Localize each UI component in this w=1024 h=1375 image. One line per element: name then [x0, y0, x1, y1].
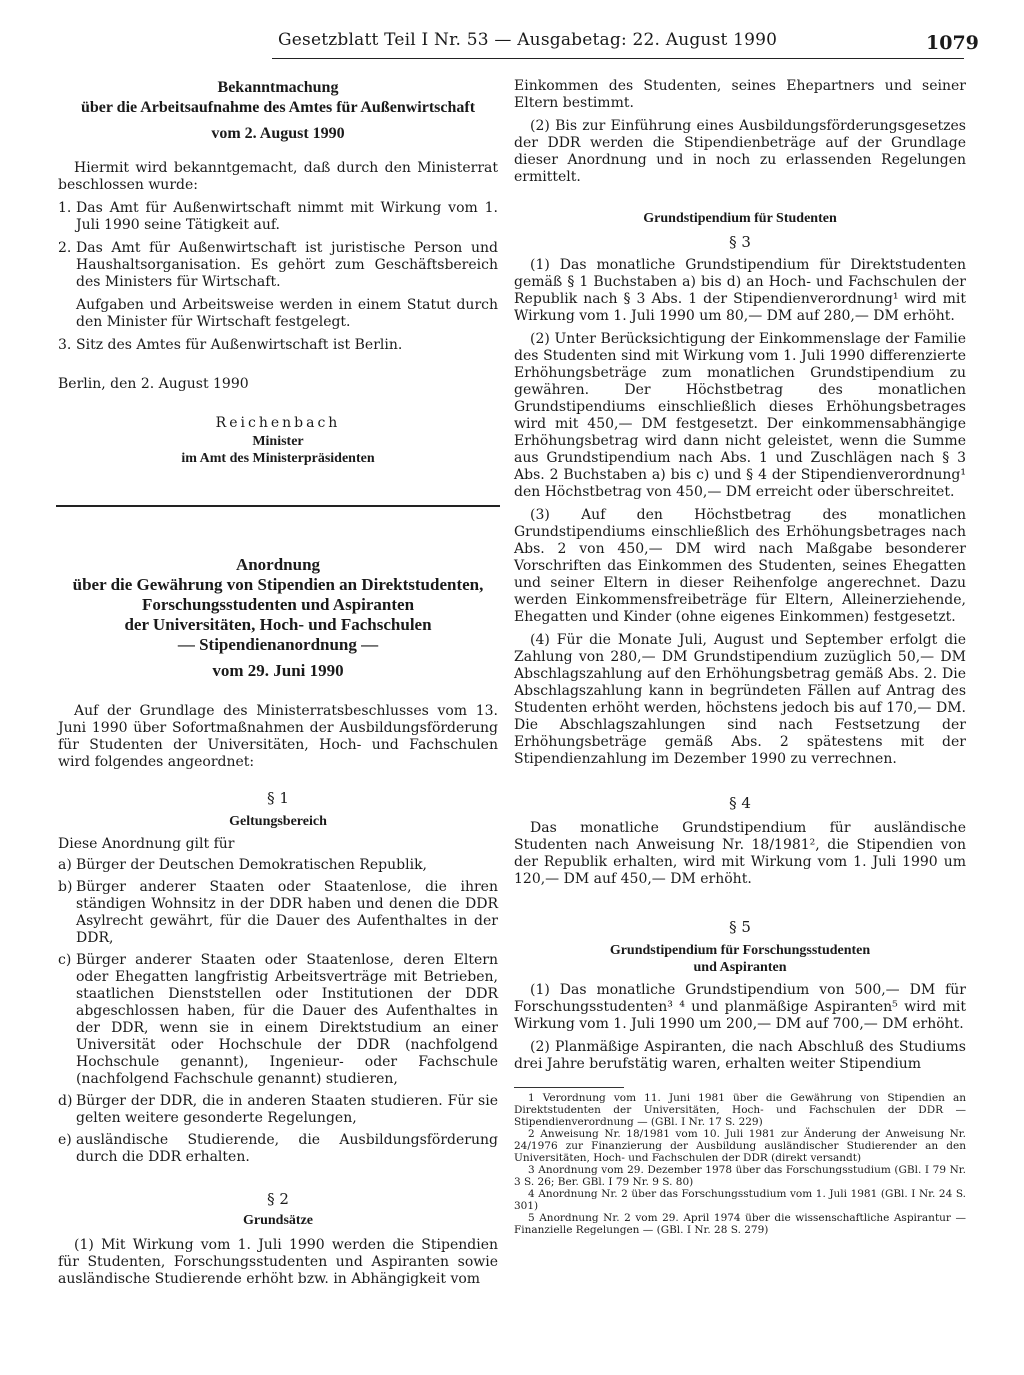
signer-title: Minister — [252, 434, 304, 449]
list-item: e) ausländische Studierende, die Ausbildungsförderung durch die DDR erhalten. — [58, 1132, 498, 1165]
anordnung-short-title: — Stipendienanordnung — — [177, 635, 379, 654]
section-1-intro: Diese Anordnung gilt für — [58, 836, 235, 852]
bekanntmachung-date: vom 2. August 1990 — [211, 125, 345, 142]
footnotes — [514, 1092, 966, 1236]
section-1-list — [58, 857, 498, 1166]
section-3-para-2: (2) Unter Berücksichtigung der Einkommenslage der Familie des Studenten sind mit Wirkung vom 1. Juli 1990 differenzierte Erhöhungsbeträge zum monatlichen Grundstipendium zu gewähren. Der Höchstbetrag des monatlichen Grundstipendiums einschließlich dieses Erhöhungsbetrages wird mit 450,— DM festgesetzt. Der einkommensabhängige Erhöhungsbetrag wird dann nicht geleistet, wenn die Summe aus Grundstipendium nach Abs. 1 und Zuschlägen nach § 3 Abs. 2 Buchstaben a) bis c) und § 4 der Stipendienverordnung¹ den Höchstbetrag von 450,— DM erreicht oder überschreitet. — [514, 331, 966, 500]
section-3-number: § 3 — [729, 233, 751, 251]
list-item: d) Bürger der DDR, die in anderen Staaten studieren. Für sie gelten weitere gesonderte Regelungen, — [58, 1093, 498, 1126]
footnote: 2 Anweisung Nr. 18/1981 vom 10. Juli 1981 zur Änderung der Anweisung Nr. 24/1976 zur Finanzierung der Ausbildung ausländischer Studierender an den Universitäten, Hoch- und Fachschulen der DDR (direkt versandt) — [514, 1128, 966, 1164]
list-item: a) Bürger der Deutschen Demokratischen Republik, — [58, 857, 428, 873]
anordnung-subtitle-3: der Universitäten, Hoch- und Fachschulen — [124, 615, 432, 634]
list-item: Aufgaben und Arbeitsweise werden in einem Statut durch den Minister für Wirtschaft festgelegt. — [76, 297, 498, 330]
section-2-para-1: (1) Mit Wirkung vom 1. Juli 1990 werden die Stipendien für Studenten, Forschungsstudenten und Aspiranten sowie ausländische Studierende erhöht bzw. in Abhängigkeit vom — [58, 1237, 498, 1287]
section-5-heading-2: und Aspiranten — [693, 960, 787, 975]
section-5-para-2: (2) Planmäßige Aspiranten, die nach Abschluß des Studiums drei Jahre berufstätig waren, erhalten weiter Stipendium — [514, 1039, 966, 1072]
footnote: 1 Verordnung vom 11. Juni 1981 über die Gewährung von Stipendien an Direktstudenten der Universitäten, Hoch- und Fachschulen der DDR — Stipendienverordnung — (GBl. I Nr. 17 S. 229) — [514, 1092, 966, 1128]
section-3-para-4: (4) Für die Monate Juli, August und September erfolgt die Zahlung von 280,— DM Grundstipendium zuzüglich 50,— DM Abschlagszahlung auf den Erhöhungsbetrag gemäß Abs. 2. Die Abschlagszahlung kann in begründeten Fällen auf Antrag des Studenten erhöht werden, höchstens jedoch bis auf 170,— DM. Die Abschlagszahlungen sind nach Festsetzung der Erhöhungsbeträge gemäß Abs. 2 spätestens mit der Stipendienzahlung im Dezember 1990 zu verrechnen. — [514, 632, 966, 767]
section-1-heading: Geltungsbereich — [229, 814, 327, 829]
running-header: Gesetzblatt Teil I Nr. 53 — Ausgabetag: 22. August 1990 — [278, 30, 778, 50]
bekanntmachung-intro: Hiermit wird bekanntgemacht, daß durch den Ministerrat beschlossen wurde: — [58, 160, 498, 193]
anordnung-subtitle-2: Forschungsstudenten und Aspiranten — [141, 595, 415, 614]
section-3-para-1: (1) Das monatliche Grundstipendium für Direktstudenten gemäß § 1 Buchstaben a) bis d) an Hoch- und Fachschulen der Republik nach § 3 Abs. 1 der Stipendienverordnung¹ wird mit Wirkung vom 1. Juli 1990 um 80,— DM auf 280,— DM erhöht. — [514, 257, 966, 324]
list-item: 3. Sitz des Amtes für Außenwirtschaft ist Berlin. — [58, 337, 403, 353]
signer-name: Reichenbach — [215, 415, 341, 431]
section-2-heading: Grundsätze — [243, 1213, 313, 1228]
section-5-para-1: (1) Das monatliche Grundstipendium von 500,— DM für Forschungsstudenten³ ⁴ und planmäßige Aspiranten⁵ wird mit Wirkung vom 1. Juli 1990 um 200,— DM auf 700,— DM erhöht. — [514, 982, 966, 1032]
place-date: Berlin, den 2. August 1990 — [58, 376, 249, 392]
anordnung-preamble: Auf der Grundlage des Ministerratsbeschlusses vom 13. Juni 1990 über Sofortmaßnahmen der Ausbildungsförderung für Studenten der Universitäten, Hoch- und Fachschulen wird folgendes angeordnet: — [58, 703, 498, 770]
right-column — [514, 78, 966, 1236]
footnote: 4 Anordnung Nr. 2 über das Forschungsstudium vom 1. Juli 1981 (GBl. I Nr. 24 S. 301) — [514, 1188, 966, 1212]
section-2-number: § 2 — [267, 1190, 289, 1208]
anordnung-title: Anordnung — [235, 555, 321, 574]
page-number: 1079 — [926, 32, 979, 54]
section-5-number: § 5 — [729, 918, 751, 936]
anordnung-date: vom 29. Juni 1990 — [212, 661, 344, 680]
list-item: c) Bürger anderer Staaten oder Staatenlose, deren Eltern oder Ehegatten langfristig Arbeitsverträge mit Betrieben, staatlichen Dienststellen oder Institutionen der DDR abgeschlossen haben, für die Dauer des Aufenthaltes in der DDR, wenn sie in einem Direktstudium an einer Universität oder Hochschule der DDR (nachfolgend Hochschule genannt), Ingenieur- oder Fachschule (nachfolgend Fachschule genannt) studieren, — [58, 952, 498, 1087]
section-4-number: § 4 — [729, 794, 751, 812]
section-1-number: § 1 — [267, 789, 289, 807]
section-3-heading: Grundstipendium für Studenten — [643, 211, 837, 226]
bekanntmachung-title: Bekanntmachung — [217, 79, 339, 96]
list-item: b) Bürger anderer Staaten oder Staatenlose, die ihren ständigen Wohnsitz in der DDR haben und denen die DDR Asylrecht gewährt, für die Dauer des Aufenthaltes in der DDR, — [58, 879, 498, 946]
left-column — [58, 78, 498, 1288]
footnote: 3 Anordnung vom 29. Dezember 1978 über das Forschungsstudium (GBl. I 79 Nr. 3 S. 26; Ber. GBl. I 79 Nr. 9 S. 80) — [514, 1164, 966, 1188]
section-3-para-3: (3) Auf den Höchstbetrag des monatlichen Grundstipendiums einschließlich des Erhöhungsbetrages nach Abs. 2 von 450,— DM wird nach Maßgabe besonderer Vorschriften das Einkommen des Studenten, seines Ehegatten und seiner Eltern in dieser Reihenfolge angerechnet. Dazu werden Einkommensfreibeträge für Eltern, Alleinerziehende, Ehegatten und Kinder (ohne eigenes Einkommen) festgesetzt. — [514, 507, 966, 625]
section-5-heading: Grundstipendium für Forschungsstudenten — [609, 943, 871, 958]
header-rule — [272, 58, 964, 59]
section-4-para-1: Das monatliche Grundstipendium für ausländische Studenten nach Anweisung Nr. 18/1981², die Stipendien von der Republik erhalten, wird mit Wirkung vom 1. Juli 1990 um 120,— DM auf 450,— DM erhöht. — [514, 820, 966, 887]
section-2-para-1-continued: Einkommen des Studenten, seines Ehepartners und seiner Eltern bestimmt. — [514, 78, 966, 111]
section-2-para-2: (2) Bis zur Einführung eines Ausbildungsförderungsgesetzes der DDR werden die Stipendienbeträge auf der Grundlage dieser Anordnung und in noch zu erlassenden Regelungen ermittelt. — [514, 118, 966, 185]
anordnung-subtitle-1: über die Gewährung von Stipendien an Direktstudenten, — [72, 575, 484, 594]
bekanntmachung-subtitle: über die Arbeitsaufnahme des Amtes für Außenwirtschaft — [80, 99, 476, 116]
footnote: 5 Anordnung Nr. 2 vom 29. April 1974 über die wissenschaftliche Aspirantur — Finanzielle Regelungen — (GBl. I Nr. 28 S. 279) — [514, 1212, 966, 1236]
signer-office: im Amt des Ministerpräsidenten — [181, 451, 375, 466]
list-item: 2. Das Amt für Außenwirtschaft ist juristische Person und Haushaltsorganisation. Es gehört zum Geschäftsbereich des Ministers für Wirtschaft. — [58, 240, 498, 290]
list-item: 1. Das Amt für Außenwirtschaft nimmt mit Wirkung vom 1. Juli 1990 seine Tätigkeit auf. — [58, 200, 498, 233]
footnote-rule — [514, 1087, 624, 1088]
bekanntmachung-list — [58, 200, 498, 354]
